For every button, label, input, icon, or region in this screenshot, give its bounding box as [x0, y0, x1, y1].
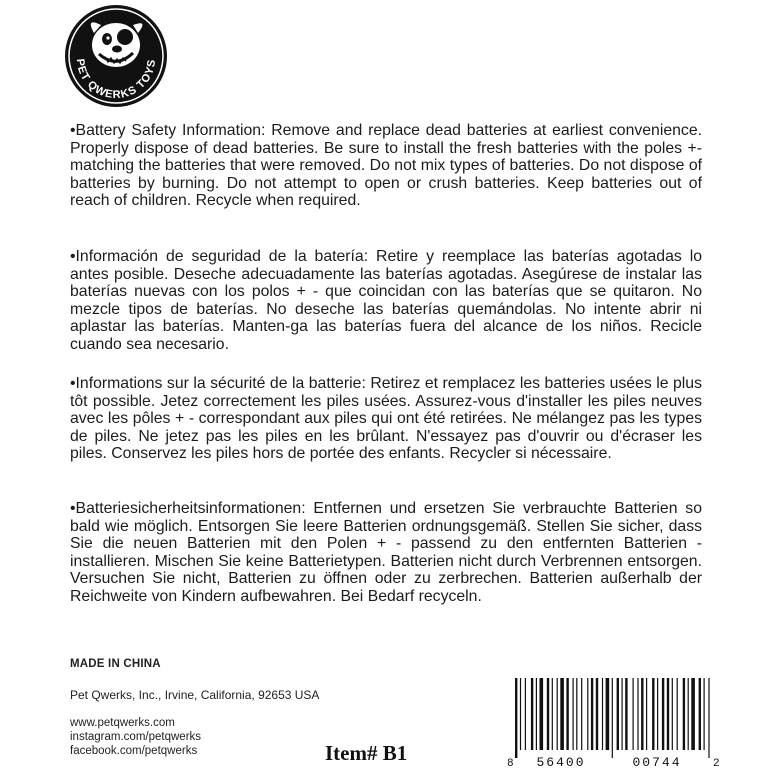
barcode-check-digit: 2: [713, 758, 720, 768]
barcode-bar: [667, 678, 669, 750]
barcode-bars: [515, 678, 710, 758]
barcode-bar: [587, 678, 588, 750]
item-number: Item# B1: [325, 741, 408, 765]
barcode-bar: [641, 678, 643, 750]
barcode-bar: [602, 678, 603, 750]
brand-logo: [63, 3, 169, 109]
barcode-bar: [652, 678, 654, 750]
logo-brand-text: PET QWERKS TOYS: [73, 58, 159, 102]
company-address: Pet Qwerks, Inc., Irvine, California, 92653 USA: [70, 688, 320, 702]
website-link[interactable]: www.petqwerks.com: [70, 717, 175, 729]
barcode-bar: [677, 678, 678, 750]
barcode-left-group: 56400: [536, 755, 586, 768]
barcode-bar: [606, 678, 610, 750]
battery-safety-spanish: •Información de seguridad de la batería: Retire y reemplace las baterías agotadas lo antes posible. Deseche adecuadamente las baterías agotadas. Asegúrese de instalar las baterías nuevas con los polos + - que coincidan con las baterías que se quitaron. No mezcle tipos de baterías. No deseche las baterías quemándolas. No intente abrir ni aplastar las baterías. Manten-ga las baterías fuera del alcance de los niños. Recicle cuando sea necesario.: [70, 248, 702, 353]
barcode-bar: [622, 678, 623, 750]
barcode-bar: [704, 678, 705, 750]
barcode-bar: [633, 678, 634, 750]
barcode-bar: [662, 678, 664, 750]
barcode-bar: [515, 678, 517, 758]
barcode-bar: [591, 678, 593, 750]
barcode-bar: [520, 678, 521, 750]
barcode-bar: [536, 678, 537, 750]
facebook-link[interactable]: facebook.com/petqwerks: [70, 745, 198, 757]
barcode-bar: [691, 678, 695, 750]
barcode-bar: [699, 678, 701, 750]
battery-safety-german: •Batteriesicherheitsinformationen: Entfernen und ersetzen Sie verbrauchte Batterien so bald wie möglich. Entsorgen Sie leere Batterien ordnungsgemäß. Stellen Sie sicher, dass Sie die neuen Batterien mit den Polen + - passend zu den entfernten Batterien - installieren. Mischen Sie keine Batterietypen. Batterien nicht durch Verbrennen entsorgen. Versuchen Sie nicht, Batterien zu öffnen oder zu zerbrechen. Batterien außerhalb der Reichweite von Kindern aufbewahren. Bei Bedarf recyceln.: [70, 500, 702, 605]
barcode-bar: [612, 678, 613, 758]
barcode-right-group: 00744: [632, 755, 682, 768]
barcode-bar: [566, 678, 568, 750]
barcode-bar: [596, 678, 598, 750]
barcode-bar: [547, 678, 549, 750]
barcode-bar: [646, 678, 647, 750]
barcode-bar: [683, 678, 685, 750]
barcode-bar: [617, 678, 619, 750]
barcode-lead-digit: 8: [507, 758, 514, 768]
barcode-bar: [657, 678, 658, 750]
barcode-bar: [552, 678, 553, 750]
barcode-bar: [525, 678, 526, 750]
battery-safety-english: •Battery Safety Information: Remove and replace dead batteries at earliest convenience. Properly dispose of dead batteries. Be sure to install the fresh batteries with the poles +- matching the batteries that were removed. Do not mix types of batteries. Do not dispose of batteries by burning. Do not attempt to open or crush batteries. Keep batteries out of reach of children. Recycle when required.: [70, 122, 702, 210]
barcode-bar: [688, 678, 689, 750]
barcode-bar: [540, 678, 544, 750]
barcode-bar: [557, 678, 558, 750]
barcode-bar: [576, 678, 577, 750]
battery-safety-french: •Informations sur la sécurité de la batterie: Retirez et remplacez les batteries usées le plus tôt possible. Jetez correctement les piles usées. Assurez-vous d'installer les piles neuves avec les pôles + - correspondant aux piles qui ont été retirées. Ne mélangez pas les types de piles. Ne jetez pas les piles en les brûlant. N'essayez pas d'ouvrir ou d'écraser les piles. Conservez les piles hors de portée des enfants. Recycler si nécessaire.: [70, 375, 702, 463]
barcode-bar: [581, 678, 582, 750]
barcode-bar: [531, 678, 533, 750]
barcode: [503, 676, 723, 768]
barcode-bar: [573, 678, 574, 750]
barcode-bar: [672, 678, 673, 750]
contact-links: [70, 716, 201, 758]
barcode-bar: [637, 678, 638, 750]
instagram-link[interactable]: instagram.com/petqwerks: [70, 731, 202, 743]
barcode-bar: [560, 678, 564, 750]
made-in-label: MADE IN CHINA: [70, 658, 161, 670]
barcode-bar: [625, 678, 627, 750]
barcode-bar: [708, 678, 709, 758]
